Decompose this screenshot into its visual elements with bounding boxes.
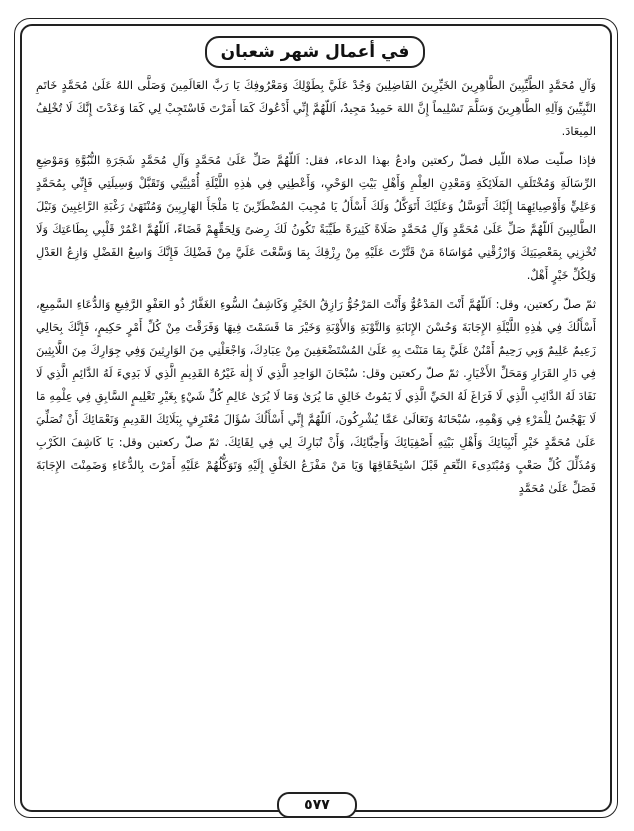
paragraph-2: فإذا صلّيت صلاة اللّيل فصلّ ركعتين وادعُ بهذا الدعاء، فقل: اَللّهُمَّ صَلِّ عَلَىٰ مُحَمَّدٍ وَآلِ مُحَمَّدٍ شَجَرَةِ النُّبُوَّةِ وَمَوْضِعِ الرِّسَالَةِ وَمُخْتَلَفِ المَلَائِكَةِ وَمَعْدِنِ العِلْمِ وَأَهْلِ بَيْتِ الوَحْيِ، وَأَعْطِنِي فِي هٰذِهِ اللَّيْلَةِ أُمْنِيَّتِي وَتَقَبَّلْ وَسِيلَتِي فَإِنِّي بِمُحَمَّدٍ وَعَلِيٍّ وَأَوْصِيائِهِمَا إِلَيْكَ أَتَوَسَّلُ وَعَلَيْكَ أَتَوَكَّلُ وَلَكَ أَسْأَلُ يَا مُجِيبَ المُضْطَرِّينَ يَا مَلْجَأَ الهَارِبِينَ وَمُنْتَهَىٰ رَغْبَةِ الرَّاغِبِينَ وَنَيْلَ الطَّالِبِينَ اَللّهُمَّ صَلِّ عَلَىٰ مُحَمَّدٍ وَآلِ مُحَمَّدٍ صَلَاةً كَثِيرَةً طَيِّبَةً تَكُونُ لَكَ رِضىً وَلِحَقِّهِمْ قَضَاءً، اَللّهُمَّ اعْمُرْ قَلْبِي بِطَاعَتِكَ وَلَا تُخْزِنِي بِمَعْصِيَتِكَ وَارْزُقْنِي مُوَاسَاةَ مَنْ قَتَّرْتَ عَلَيْهِ مِنْ رِزْقِكَ بِمَا وَسَّعْتَ عَلَيَّ مِنْ فَضْلِكَ فَإِنَّكَ وَاسِعُ الفَضْلِ وَازِعُ العَدْلِ وَلِكُلِّ خَيْرٍ أَهْلٌ. xyxy=(36,153,596,282)
chapter-title-plate xyxy=(205,36,425,68)
page-number-plate xyxy=(277,792,357,818)
paragraph-3: ثمّ صلّ ركعتين، وقل: اَللّهُمَّ أَنْتَ المَدْعُوُّ وَأَنْتَ المَرْجُوُّ رَازِقُ الخَيْرِ وَكَاشِفُ السُّوءِ الغَفَّارُ ذُو العَفْوِ الرَّفِيعِ وَالدُّعَاءِ السَّمِيعِ، أَسْأَلُكَ فِي هٰذِهِ اللَّيْلَةِ الإِجَابَةَ وَحُسْنَ الإِنَابَةِ وَالتَّوْبَةِ وَالأَوْبَةِ وَخَيْرَ مَا قَسَمْتَ فِيهَا وَفَرَقْتَ مِنْ كُلِّ أَمْرٍ حَكِيمٍ، فَإِنَّكَ بِحَالِي زَعِيمٌ عَلِيمٌ وَبِي رَحِيمٌ أَمْنُنْ عَلَيَّ بِمَا مَنَنْتَ بِهِ عَلَىٰ المُسْتَضْعَفِينَ مِنْ عِبَادِكَ، وَاجْعَلْنِي مِنَ الوَارِثِينَ وَفِي جِوَارِكَ مِنَ اللَّابِثِينَ فِي دَارِ القَرَارِ وَمَحَلِّ الأَخْيَارِ. ثمّ صلّ ركعتين وقل: سُبْحَانَ الوَاحِدِ الَّذِي لَا إِلٰهَ غَيْرُهُ القَدِيمِ الَّذِي لَا بَدِيءَ لَهُ الدَّائِمِ الَّذِي لَا نَفَادَ لَهُ الدَّائِبِ الَّذِي لَا فَرَاغَ لَهُ الحَيِّ الَّذِي لَا يَمُوتُ خَالِقِ مَا يُرَىٰ وَمَا لَا يُرَىٰ عَالِمِ كُلِّ شَيْءٍ بِغَيْرِ تَعْلِيمٍ السَّابِقِ فِي عِلْمِهِ مَا لَا يَهْجُسُ لِلْمَرْءِ فِي وَهْمِهِ، سُبْحَانَهُ وَتَعَالَىٰ عَمَّا يُشْرِكُونَ، اَللّهُمَّ إِنِّي أَسْأَلُكَ سُؤَالَ مُعْتَرِفٍ بِبَلَائِكَ القَدِيمِ وَنَعْمَائِكَ أَنْ تُصَلِّيَ عَلَىٰ مُحَمَّدٍ خَيْرِ أَنْبِيَائِكَ وَأَهْلِ بَيْتِهِ أَصْفِيَائِكَ وَأَحِبَّائِكَ، وَأَنْ تُبَارِكَ لِي فِي لِقَائِكَ. ثمّ صلّ ركعتين وقل: يَا كَاشِفَ الكَرْبِ وَمُذَلِّلَ كُلِّ صَعْبٍ وَمُبْتَدِىءَ النِّعَمِ قَبْلَ اسْتِحْقَاقِهَا وَيَا مَنْ مَفْزَعُ الخَلْقِ إِلَيْهِ وَتَوَكُّلُهُمْ عَلَيْهِ أَمَرْتَ بِالدُّعَاءِ وَضَمِنْتَ الإِجَابَةَ فَصَلِّ عَلَىٰ مُحَمَّدٍ xyxy=(36,297,596,495)
page-number: ٥٧٧ xyxy=(304,797,330,813)
paragraph-1: وَآلِ مُحَمَّدٍ الطَّيِّبِينَ الطَّاهِرِينَ الخَيِّرِينَ الفَاضِلِينَ وَجُدْ عَلَيَّ بِطَوْلِكَ وَمَعْرُوفِكَ يَا رَبَّ العَالَمِينَ وَصَلَّى اللهُ عَلَىٰ مُحَمَّدٍ خَاتَمِ النَّبِيِّينَ وَآلِهِ الطَّاهِرِينَ وَسَلَّمَ تَسْلِيماً إِنَّ اللهَ حَمِيدٌ مَجِيدٌ، اَللّهُمَّ إِنِّي أَدْعُوكَ كَمَا أَمَرْتَ فَاسْتَجِبْ لِي كَمَا وَعَدْتَ إِنَّكَ لَا تُخْلِفُ المِيعَادَ. xyxy=(36,78,596,138)
chapter-title: في أعمال شهر شعبان xyxy=(220,42,410,62)
page-body xyxy=(36,74,596,500)
